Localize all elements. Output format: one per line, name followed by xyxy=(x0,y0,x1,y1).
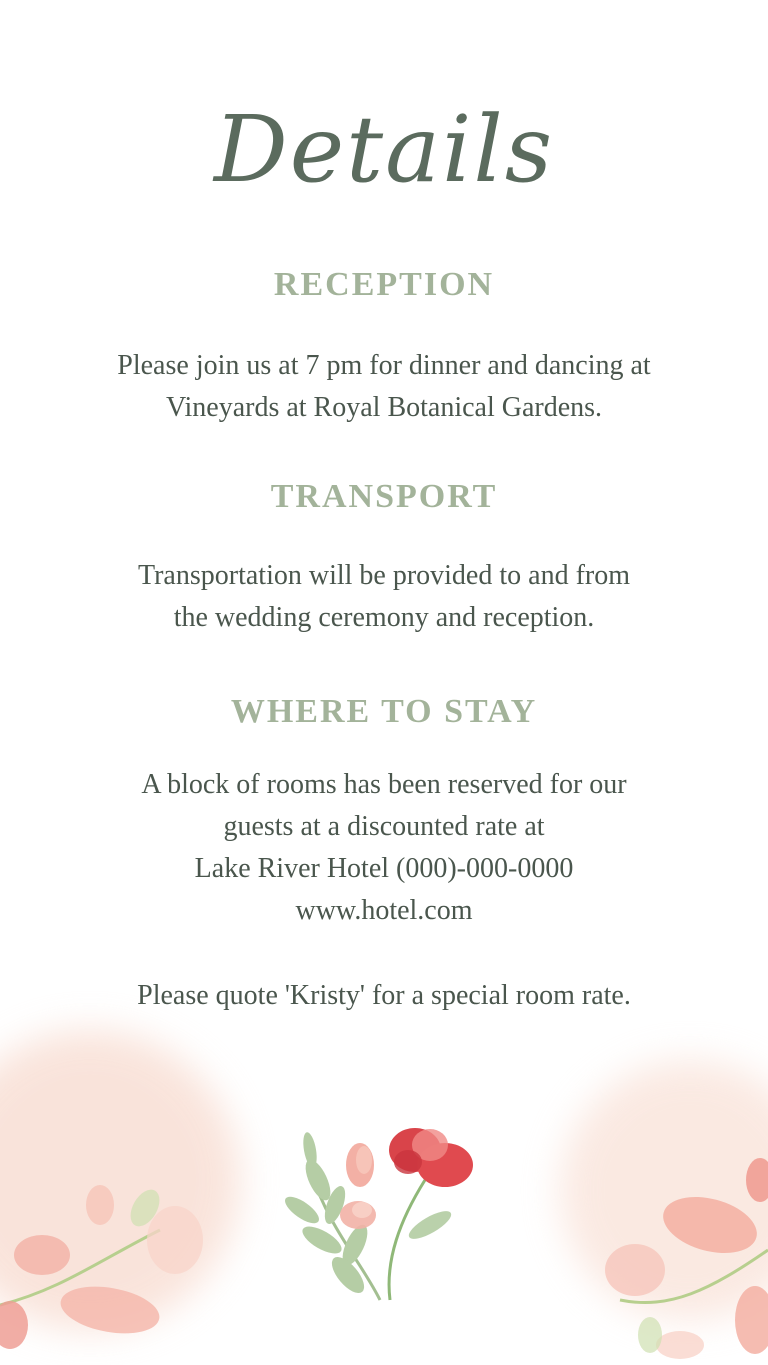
stay-text xyxy=(60,764,708,932)
page-title: Details xyxy=(213,96,555,203)
red-flower xyxy=(389,1128,473,1187)
reception-line-2: Vineyards at Royal Botanical Gardens. xyxy=(165,392,603,423)
stay-line-4: www.hotel.com xyxy=(295,895,473,926)
pink-bud-top xyxy=(346,1143,374,1187)
stay-line-1: A block of rooms has been reserved for our xyxy=(141,769,627,800)
transport-text xyxy=(60,555,708,639)
stay-line-2: guests at a discounted rate at xyxy=(223,811,545,842)
reception-text xyxy=(60,345,708,429)
transport-line-2: the wedding ceremony and reception. xyxy=(173,602,595,633)
stay-line-3: Lake River Hotel (000)-000-0000 xyxy=(194,853,574,884)
stay-note: Please quote 'Kristy' for a special room rate. xyxy=(137,980,631,1011)
floral-corner-right xyxy=(590,1150,768,1365)
floral-illustration-center xyxy=(280,1110,490,1310)
stay-heading: WHERE TO STAY xyxy=(230,693,538,730)
floral-corner-left xyxy=(0,1170,230,1365)
reception-line-1: Please join us at 7 pm for dinner and dancing at xyxy=(117,350,651,381)
flower-stem xyxy=(389,1180,425,1300)
reception-heading: RECEPTION xyxy=(273,266,495,303)
transport-heading: TRANSPORT xyxy=(270,478,498,515)
stem-leaf xyxy=(405,1206,455,1244)
pink-bud-bottom xyxy=(340,1201,376,1229)
transport-line-1: Transportation will be provided to and from xyxy=(137,560,630,591)
